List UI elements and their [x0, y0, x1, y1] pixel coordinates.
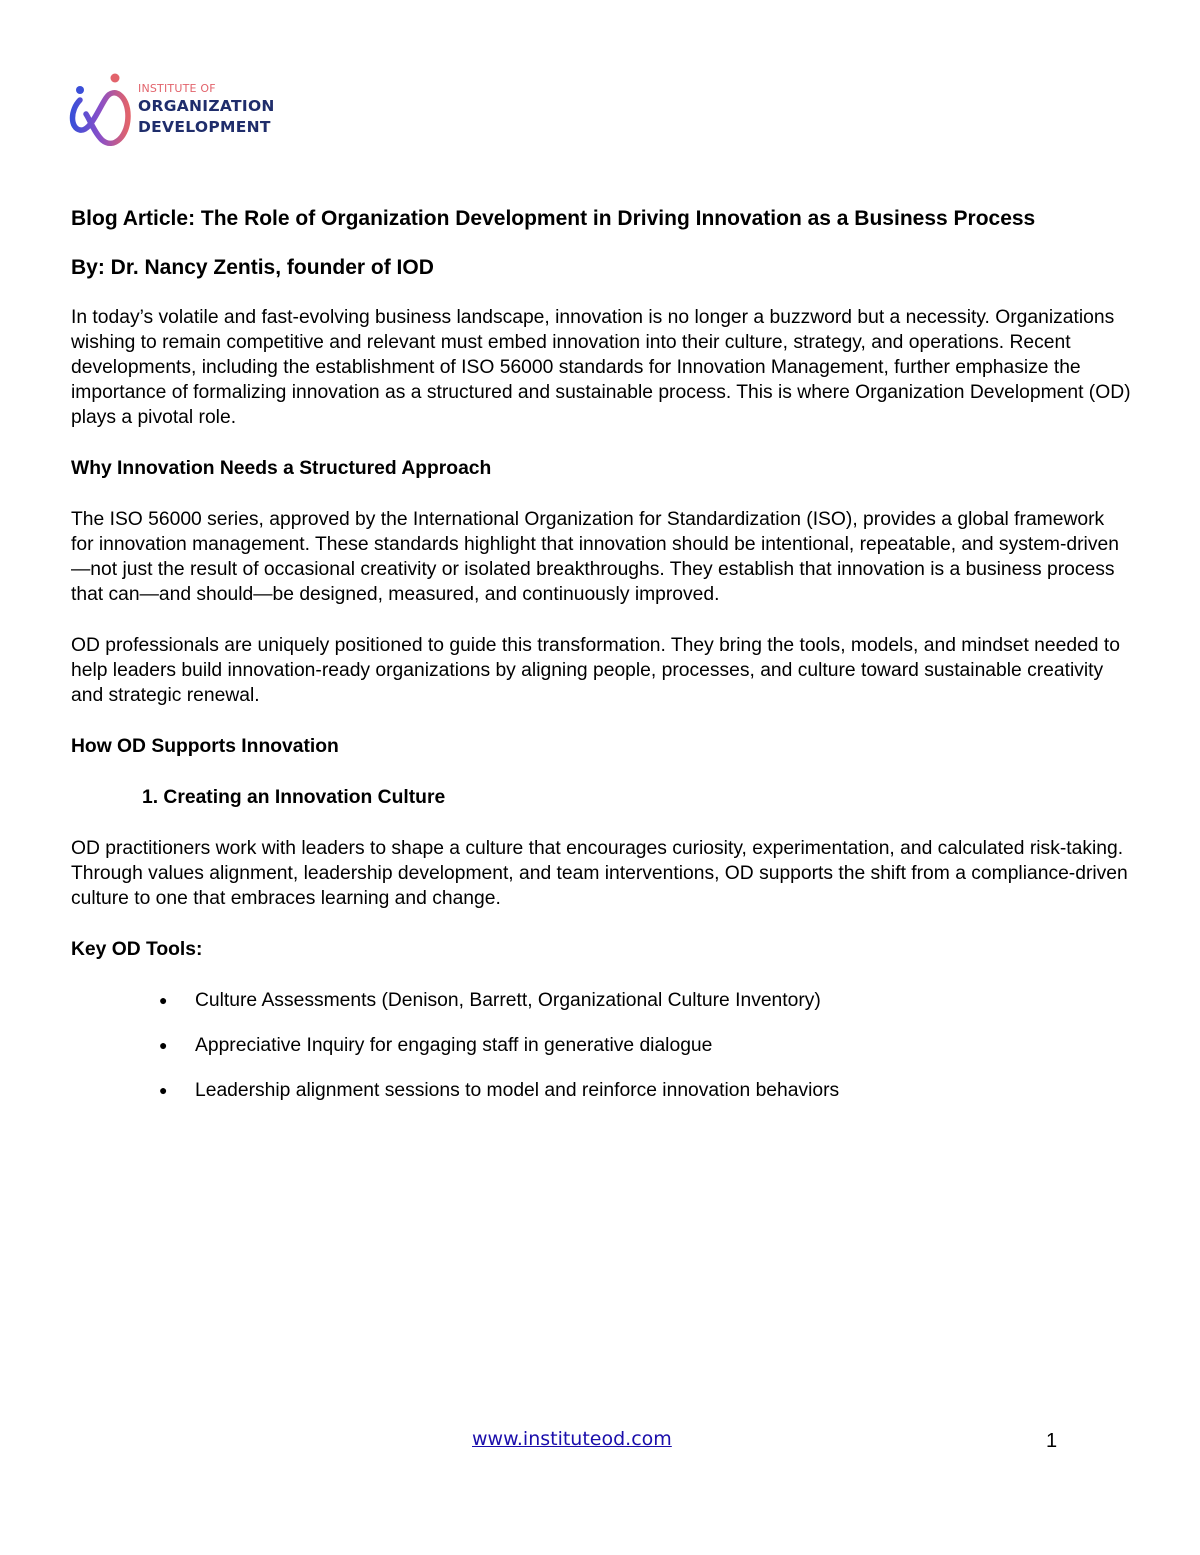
culture-paragraph: OD practitioners work with leaders to shape a culture that encourages curiosity, experimentation, and calculated risk-taking. Through values alignment, leadership development, and team interventions, OD supports the shift from a compliance-driven culture to one that embraces learning and change. — [71, 838, 1128, 909]
article-title: Blog Article: The Role of Organization Development in Driving Innovation as a Business Process — [71, 207, 1036, 230]
section-heading-od-supports: How OD Supports Innovation — [71, 736, 339, 757]
article — [71, 205, 1131, 1123]
subheading-innovation-culture: 1. Creating an Innovation Culture — [142, 787, 446, 808]
infinity-person-icon — [68, 70, 132, 152]
intro-paragraph: In today’s volatile and fast-evolving business landscape, innovation is no longer a buzzword but a necessity. Organizations wishing to remain competitive and relevant must embed innovation into their culture, strategy, and operations. Recent developments, including the establishment of ISO 56000 standards for Innovation Management, further emphasize the importance of formalizing innovation as a structured and sustainable process. This is where Organization Development (OD) plays a pivotal role. — [71, 307, 1131, 428]
logo-line-2: ORGANIZATION — [138, 97, 275, 115]
list-item — [71, 988, 1131, 1013]
iso-paragraph: The ISO 56000 series, approved by the International Organization for Standardization (ISO), provides a global framework for innovation management. These standards highlight that innovation should be intentional, repeatable, and system-driven—not just the result of occasional creativity or isolated breakthroughs. They establish that innovation is a business process that can—and should—be designed, measured, and continuously improved. — [71, 509, 1119, 605]
od-professionals-paragraph: OD professionals are uniquely positioned to guide this transformation. They bring the tools, models, and mindset needed to help leaders build innovation-ready organizations by aligning people, processes, and culture toward sustainable creativity and strategic renewal. — [71, 635, 1120, 706]
footer-website-link[interactable]: www.instituteod.com — [472, 1428, 672, 1450]
bullet-icon: ● — [159, 1037, 168, 1053]
tools-list — [71, 988, 1131, 1103]
logo-line-1: INSTITUTE OF — [138, 82, 216, 95]
section-heading-structured-approach: Why Innovation Needs a Structured Approach — [71, 458, 492, 479]
list-item-text: Culture Assessments (Denison, Barrett, Organizational Culture Inventory) — [195, 990, 821, 1011]
list-item — [71, 1033, 1131, 1058]
list-item — [71, 1078, 1131, 1103]
bullet-icon: ● — [159, 1082, 168, 1098]
bullet-icon: ● — [159, 992, 168, 1008]
logo — [68, 70, 298, 152]
list-item-text: Leadership alignment sessions to model and reinforce innovation behaviors — [195, 1080, 840, 1101]
logo-line-3: DEVELOPMENT — [138, 118, 271, 136]
tools-heading: Key OD Tools: — [71, 939, 203, 960]
page-number: 1 — [1046, 1430, 1058, 1452]
byline: By: Dr. Nancy Zentis, founder of IOD — [71, 256, 434, 279]
list-item-text: Appreciative Inquiry for engaging staff in generative dialogue — [195, 1035, 713, 1056]
